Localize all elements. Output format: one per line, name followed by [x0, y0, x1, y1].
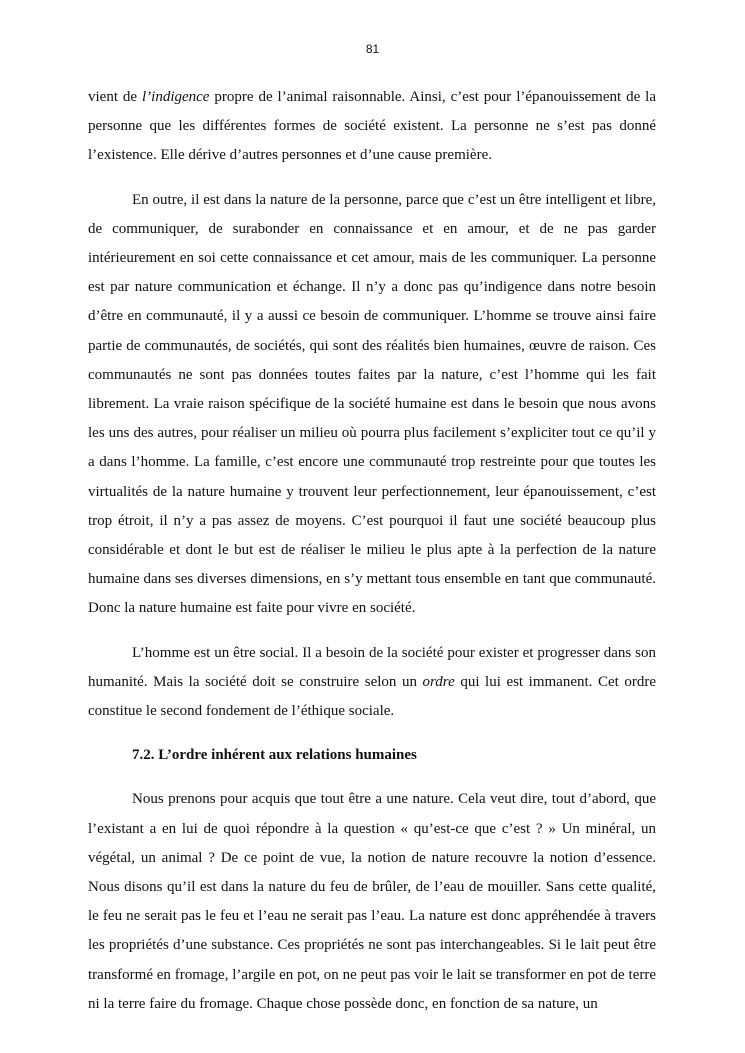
paragraph-3-text-end: qui lui est immanent. Cet ordre constitue le second fondement de l’éthique sociale.	[88, 673, 656, 720]
paragraph-1-text-end: propre de l’animal raisonnable. Ainsi, c’est pour l’épanouissement de la personne que les différentes formes de société existent. La personne ne s’est pas donné l’existence. Elle dérive d’autres personnes et d’une cause première.	[88, 89, 656, 164]
paragraph-1-text-start: vient de	[88, 89, 142, 105]
paragraph-1	[88, 83, 656, 171]
emphasis-ordre: ordre	[422, 673, 455, 690]
paragraph-3	[88, 639, 656, 727]
section-heading: 7.2. L’ordre inhérent aux relations humaines	[132, 747, 417, 764]
paragraph-2: En outre, il est dans la nature de la personne, parce que c’est un être intelligent et libre, de communiquer, de surabonder en connaissance et en amour, et de ne pas garder intérieurement en soi cette connaissance et cet amour, mais de les communiquer. La personne est par nature communication et échange. Il n’y a donc pas qu’indigence dans notre besoin d’être en communauté, il y a aussi ce besoin de communiquer. L’homme se trouve ainsi faire partie de communautés, de sociétés, qui sont des réalités bien humaines, œuvre de raison. Ces communautés ne sont pas données toutes faites par la nature, c’est l’homme qui les fait librement. La vraie raison spécifique de la société humaine est dans le besoin que nous avons les uns des autres, pour réaliser un milieu où pourra plus facilement s’expliciter tout ce qu’il y a dans l’homme. La famille, c’est encore une communauté trop restreinte pour que toutes les virtualités de la nature humaine y trouvent leur perfectionnement, leur épanouissement, c’est trop étroit, il n’y a pas assez de moyens. C’est pourquoi il faut une société beaucoup plus considérable et dont le but est de réaliser le milieu le plus apte à la perfection de la nature humaine dans ses diverses dimensions, en s’y mettant tous ensemble en tant que communauté. Donc la nature humaine est faite pour vivre en société.	[88, 191, 656, 617]
body-text	[88, 83, 656, 1034]
emphasis-indigence: l’indigence	[141, 89, 210, 105]
paragraph-4: Nous prenons pour acquis que tout être a une nature. Cela veut dire, tout d’abord, que l’existant a en lui de quoi répondre à la question « qu’est-ce que c’est ? » Un minéral, un végétal, un animal ? De ce point de vue, la notion de nature recouvre la notion d’essence. Nous disons qu’il est dans la nature du feu de brûler, de l’eau de mouiller. Sans cette qualité, le feu ne serait pas le feu et l’eau ne serait pas l’eau. La nature est donc appréhendée à travers les propriétés d’une substance. Ces propriétés ne sont pas interchangeables. Si le lait peut être transformé en fromage, l’argile en pot, on ne peut pas voir le lait se transformer en pot de terre ni la terre faire du fromage. Chaque chose possède donc, en fonction de sa nature, un	[88, 791, 656, 1012]
page-number: 81	[365, 42, 380, 56]
paragraph-3-text-start: L’homme est un être social. Il a besoin de la société pour exister et progresser dans son humanité. Mais la société doit se construire selon un	[88, 644, 656, 690]
